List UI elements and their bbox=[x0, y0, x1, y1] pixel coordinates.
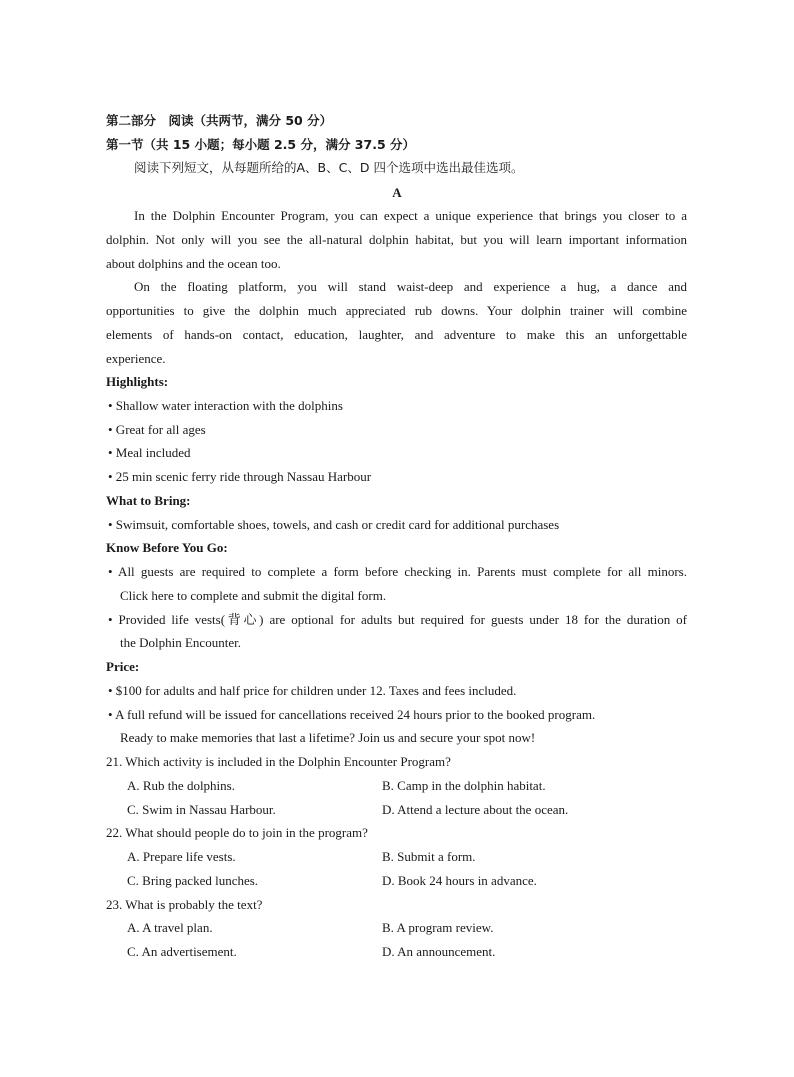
paragraph-line: about dolphins and the ocean too. bbox=[106, 256, 281, 271]
list-item: • Swimsuit, comfortable shoes, towels, and cash or credit card for additional purchases bbox=[108, 517, 560, 532]
list-item-continuation: Click here to complete and submit the digital form. bbox=[120, 588, 387, 603]
paragraph-line: In the Dolphin Encounter Program, you can expect a unique experience that brings you closer to a bbox=[134, 208, 687, 223]
option-d[interactable]: D. Attend a lecture about the ocean. bbox=[382, 802, 569, 817]
paragraph-line: elements of hands-on contact, education, laughter, and adventure to make this an unforgettable bbox=[106, 327, 687, 342]
list-item: • Provided life vests(背心) are optional for adults but required for guests under 18 for the duration of bbox=[108, 612, 687, 627]
option-b[interactable]: B. Submit a form. bbox=[382, 849, 476, 864]
list-item: • $100 for adults and half price for children under 12. Taxes and fees included. bbox=[108, 683, 517, 698]
list-item: • All guests are required to complete a form before checking in. Parents must complete for all minors. bbox=[108, 564, 687, 579]
question-stem: 22. What should people do to join in the program? bbox=[106, 825, 368, 840]
paragraph-line: dolphin. Not only will you see the all-natural dolphin habitat, but you will learn important information bbox=[106, 232, 687, 247]
option-c[interactable]: C. Bring packed lunches. bbox=[127, 873, 259, 888]
paragraph-line: experience. bbox=[106, 351, 166, 366]
list-item: • Great for all ages bbox=[108, 422, 206, 437]
option-a[interactable]: A. A travel plan. bbox=[127, 920, 213, 935]
highlights-heading: Highlights: bbox=[106, 374, 169, 389]
paragraph-line: opportunities to give the dolphin much appreciated rub downs. Your dolphin trainer will combine bbox=[106, 303, 687, 318]
list-item: • Meal included bbox=[108, 445, 191, 460]
bring-heading: What to Bring: bbox=[106, 493, 191, 508]
option-d[interactable]: D. An announcement. bbox=[382, 944, 496, 959]
part-heading: 第二部分 阅读（共两节，满分 50 分） bbox=[106, 113, 333, 128]
list-item-continuation: the Dolphin Encounter. bbox=[120, 635, 241, 650]
list-item: • A full refund will be issued for cancellations received 24 hours prior to the booked program. bbox=[108, 707, 596, 722]
option-a[interactable]: A. Prepare life vests. bbox=[127, 849, 236, 864]
option-c[interactable]: C. Swim in Nassau Harbour. bbox=[127, 802, 276, 817]
know-heading: Know Before You Go: bbox=[106, 540, 228, 555]
instruction-text: 阅读下列短文，从每题所给的A、B、C、D 四个选项中选出最佳选项。 bbox=[134, 160, 524, 175]
option-c[interactable]: C. An advertisement. bbox=[127, 944, 237, 959]
passage-label: A bbox=[392, 185, 402, 200]
option-b[interactable]: B. Camp in the dolphin habitat. bbox=[382, 778, 546, 793]
section-heading: 第一节（共 15 小题；每小题 2.5 分，满分 37.5 分） bbox=[106, 137, 415, 152]
option-b[interactable]: B. A program review. bbox=[382, 920, 494, 935]
list-item: • 25 min scenic ferry ride through Nassau Harbour bbox=[108, 469, 372, 484]
option-a[interactable]: A. Rub the dolphins. bbox=[127, 778, 235, 793]
question-stem: 21. Which activity is included in the Dolphin Encounter Program? bbox=[106, 754, 451, 769]
paragraph-line: On the floating platform, you will stand waist-deep and experience a hug, a dance and bbox=[134, 279, 687, 294]
price-heading: Price: bbox=[106, 659, 140, 674]
option-d[interactable]: D. Book 24 hours in advance. bbox=[382, 873, 537, 888]
question-stem: 23. What is probably the text? bbox=[106, 897, 263, 912]
closing-line: Ready to make memories that last a lifetime? Join us and secure your spot now! bbox=[120, 730, 536, 745]
list-item: • Shallow water interaction with the dolphins bbox=[108, 398, 343, 413]
